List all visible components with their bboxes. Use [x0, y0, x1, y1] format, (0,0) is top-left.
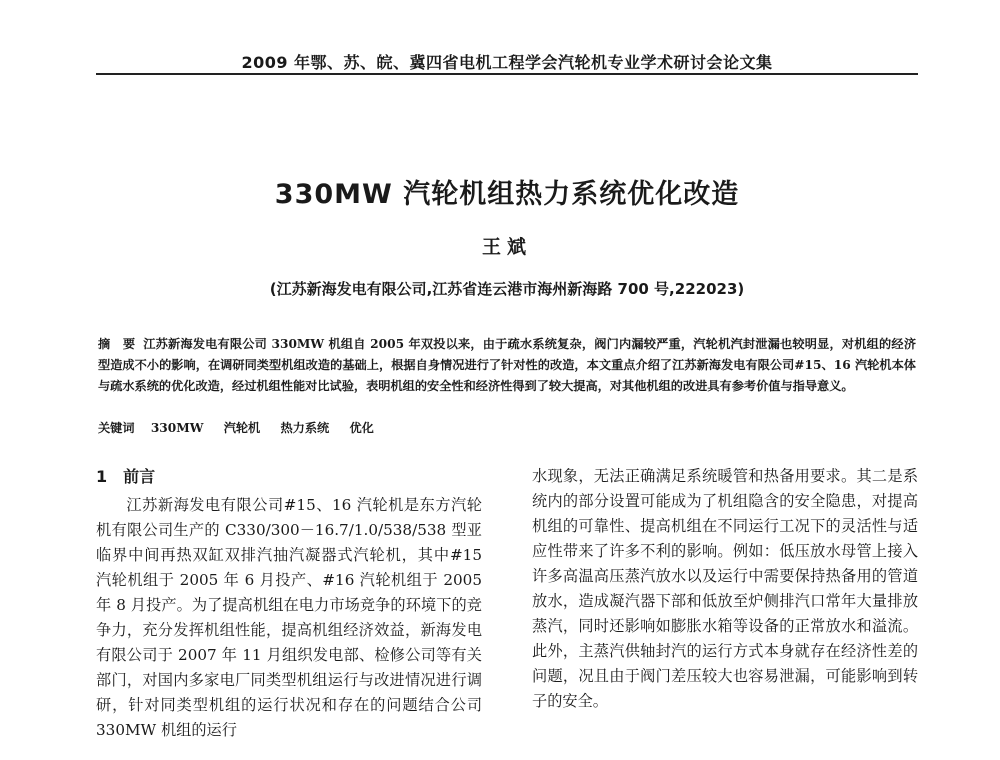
body-paragraph: 江苏新海发电有限公司#15、16 汽轮机是东方汽轮机有限公司生产的 C330/300－16.7/1.0/538/538 型亚临界中间再热双缸双排汽抽汽凝器式汽轮机，其中#15 汽轮机组于 2005 年 6 月投产、#16 汽轮机组于 2005 年 8 月投产。为了提高机组在电力市场竞争的环境下的竞争力，充分发挥机组性能，提高机组经济效益，新海发电有限公司于 2007 年 11 月组织发电部、检修公司等有关部门，对国内多家电厂同类型机组运行与改进情况进行调研，针对同类型机组的运行状况和存在的问题结合公司 330MW 机组的运行	[96, 496, 482, 739]
author-name: 王斌	[481, 236, 532, 258]
left-column	[96, 464, 482, 743]
abstract-text: 江苏新海发电有限公司 330MW 机组自 2005 年双投以来，由于疏水系统复杂，阀门内漏较严重，汽轮机汽封泄漏也较明显，对机组的经济型造成不小的影响，在调研同类型机组改造的基础上，根据自身情况进行了针对性的改造，本文重点介绍了江苏新海发电有限公司#15、16 汽轮机本体与疏水系统的优化改造，经过机组性能对比试验，表明机组的安全性和经济性得到了较大提高，对其他机组的改进具有参考价值与指导意义。	[98, 337, 917, 393]
section-number: 1	[96, 467, 108, 486]
header-rule	[96, 73, 918, 75]
keywords	[98, 418, 916, 439]
keywords-label: 关键词	[98, 421, 135, 435]
body-paragraph-continued: 水现象，无法正确满足系统暖管和热备用要求。其二是系统内的部分设置可能成为了机组隐含的安全隐患，对提高机组的可靠性、提高机组在不同运行工况下的灵活性与适应性带来了许多不利的影响。例如：低压放水母管上接入许多高温高压蒸汽放水以及运行中需要保持热备用的管道放水，造成凝汽器下部和低放至炉侧排汽口常年大量排放蒸汽，同时还影响如膨胀水箱等设备的正常放水和溢流。此外，主蒸汽供轴封汽的运行方式本身就存在经济性差的问题，况且由于阀门差压较大也容易泄漏，可能影响到转子的安全。	[532, 467, 918, 710]
paper-title: 330MW 汽轮机组热力系统优化改造	[274, 179, 740, 210]
running-header: 2009 年鄂、苏、皖、冀四省电机工程学会汽轮机专业学术研讨会论文集	[241, 53, 773, 72]
abstract	[98, 334, 916, 397]
keyword-item: 330MW	[150, 421, 204, 435]
keyword-item: 优化	[349, 421, 374, 435]
abstract-label: 摘 要	[98, 337, 140, 351]
keyword-item: 热力系统	[280, 421, 330, 435]
keyword-item: 汽轮机	[223, 421, 261, 435]
author-affiliation: (江苏新海发电有限公司,江苏省连云港市海州新海路 700 号,222023)	[269, 280, 745, 298]
section-heading	[96, 464, 482, 489]
section-title: 前言	[123, 467, 156, 486]
right-column	[532, 464, 918, 714]
